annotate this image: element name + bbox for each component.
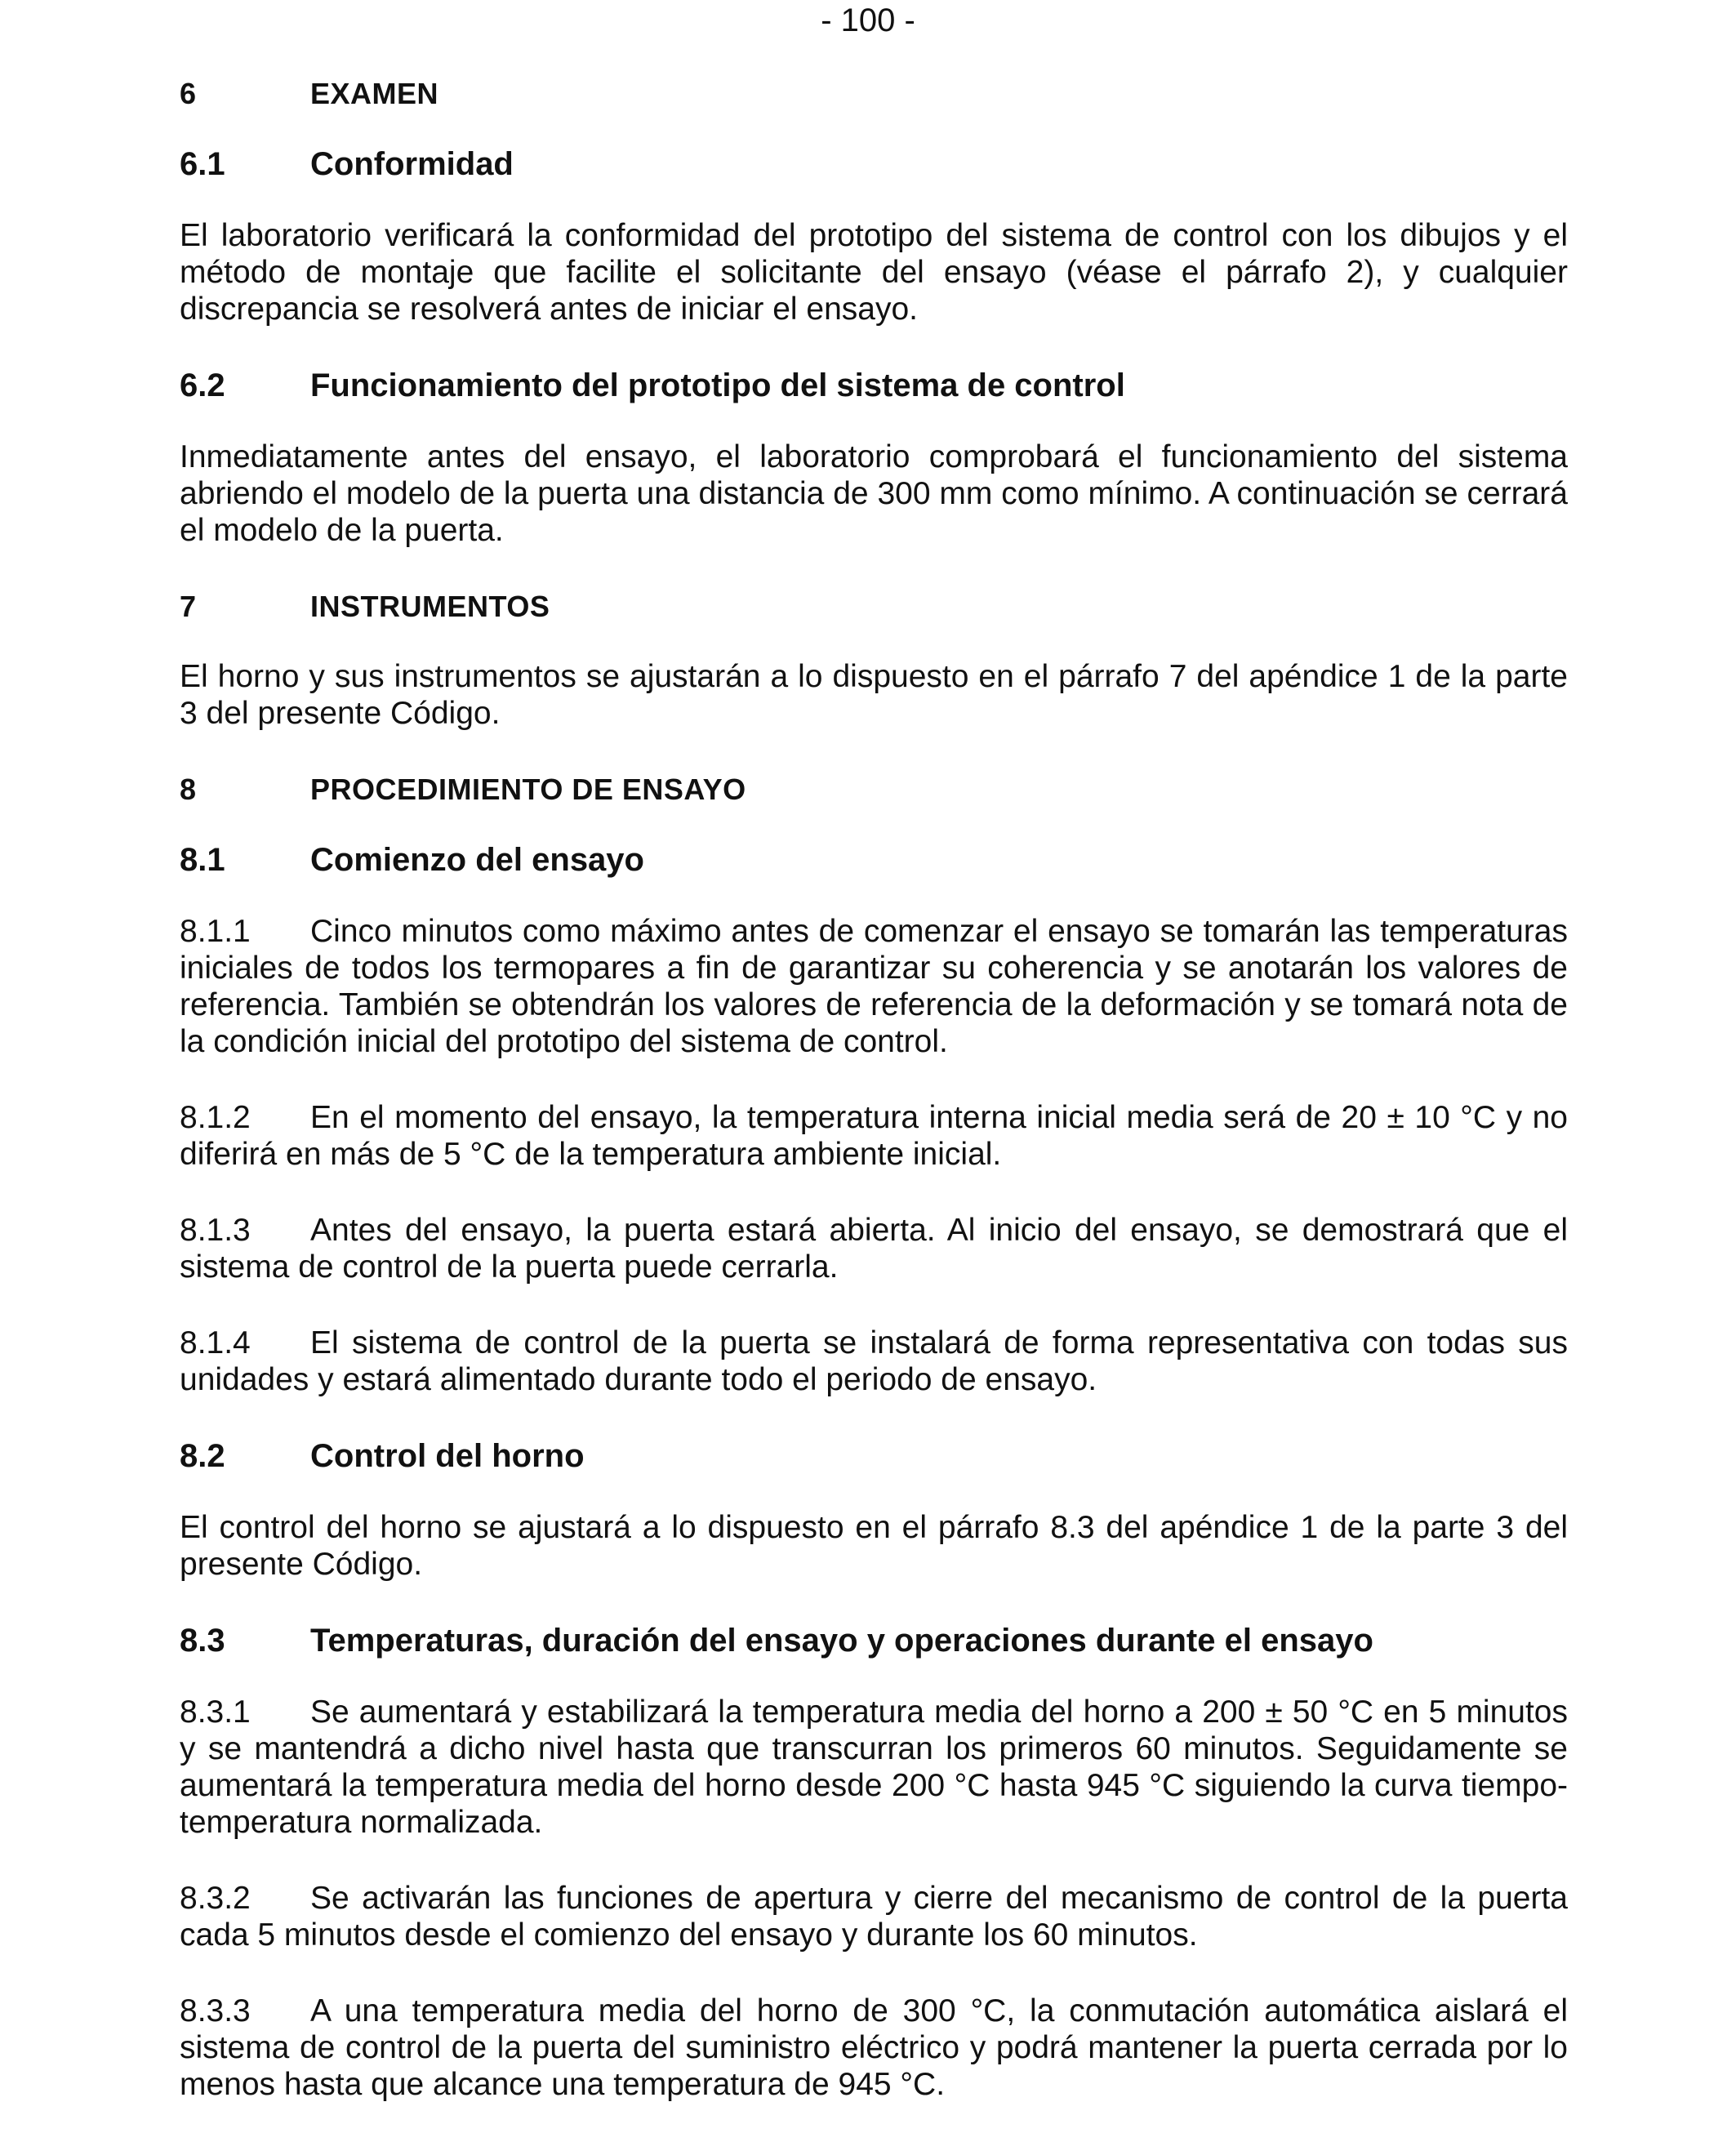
subsection-number: 8.2 (180, 1438, 225, 1474)
numbered-paragraph (180, 1880, 1568, 1953)
subsection-heading (180, 145, 1568, 183)
paragraph-text: En el momento del ensayo, la temperatura interna inicial media será de 20 ± 10 °C y no diferirá en más de 5 °C de la temperatura ambiente inicial. (180, 1100, 1568, 1172)
section-number: 6 (180, 77, 197, 110)
numbered-paragraph (180, 1993, 1568, 2103)
numbered-paragraph (180, 1212, 1568, 1285)
page-number: - 100 - (821, 2, 915, 38)
subsection-heading (180, 1437, 1568, 1475)
subsection-heading (180, 367, 1568, 404)
numbered-paragraph (180, 1694, 1568, 1841)
paragraph-number: 8.3.1 (180, 1694, 251, 1730)
paragraph-text: Cinco minutos como máximo antes de comenzar el ensayo se tomarán las temperaturas iniciales de todos los termopares a fin de garantizar su coherencia y se anotarán los valores de referencia. También se obtendrán los valores de referencia de la deformación y se tomará nota de la condición inicial del prototipo del sistema de control. (180, 914, 1568, 1059)
paragraph-text: Se activarán las funciones de apertura y cierre del mecanismo de control de la puerta cada 5 minutos desde el comienzo del ensayo y durante los 60 minutos. (180, 1881, 1568, 1953)
section-number: 8 (180, 773, 197, 806)
numbered-paragraph (180, 913, 1568, 1060)
paragraph-text: Se aumentará y estabilizará la temperatura media del horno a 200 ± 50 °C en 5 minutos y se mantendrá a dicho nivel hasta que transcurran los primeros 60 minutos. Seguidamente se aumentará la temperatura media del horno desde 200 °C hasta 945 °C siguiendo la curva tiempo-temperatura normalizada. (180, 1694, 1568, 1840)
subsection-number: 8.3 (180, 1623, 225, 1659)
paragraph-number: 8.1.3 (180, 1213, 251, 1248)
section-heading (180, 771, 1568, 808)
subsection-title: Comienzo del ensayo (310, 842, 644, 878)
paragraph-number: 8.1.2 (180, 1100, 251, 1135)
section-title: EXAMEN (310, 77, 439, 110)
paragraph-number: 8.1.1 (180, 914, 251, 949)
paragraph: El horno y sus instrumentos se ajustarán a lo dispuesto en el párrafo 7 del apéndice 1 de la parte 3 del presente Código. (180, 659, 1568, 731)
subsection-number: 6.1 (180, 146, 225, 182)
subsection-title: Conformidad (310, 146, 514, 182)
section-number: 7 (180, 590, 197, 623)
subsection-heading (180, 841, 1568, 879)
paragraph-text: El sistema de control de la puerta se instalará de forma representativa con todas sus unidades y estará alimentado durante todo el periodo de ensayo. (180, 1325, 1568, 1397)
subsection-title: Temperaturas, duración del ensayo y operaciones durante el ensayo (310, 1623, 1373, 1659)
subsection-number: 6.2 (180, 367, 225, 403)
paragraph: Inmediatamente antes del ensayo, el laboratorio comprobará el funcionamiento del sistema abriendo el modelo de la puerta una distancia de 300 mm como mínimo. A continuación se cerrará el modelo de la puerta. (180, 439, 1568, 548)
section-heading (180, 75, 1568, 113)
paragraph-text: A una temperatura media del horno de 300 °C, la conmutación automática aislará el sistema de control de la puerta del suministro eléctrico y podrá mantener la puerta cerrada por lo menos hasta que alcance una temperatura de 945 °C. (180, 1993, 1568, 2102)
subsection-heading (180, 1622, 1568, 1659)
section-title: PROCEDIMIENTO DE ENSAYO (310, 773, 746, 806)
subsection-title: Control del horno (310, 1438, 585, 1474)
numbered-paragraph (180, 1099, 1568, 1173)
paragraph: El laboratorio verificará la conformidad del prototipo del sistema de control con los dibujos y el método de montaje que facilite el solicitante del ensayo (véase el párrafo 2), y cualquier discrepancia se resolverá antes de iniciar el ensayo. (180, 218, 1568, 327)
paragraph-number: 8.1.4 (180, 1325, 251, 1360)
document-body (180, 75, 1568, 2142)
paragraph-number: 8.3.2 (180, 1881, 251, 1916)
numbered-paragraph (180, 1325, 1568, 1398)
paragraph: El control del horno se ajustará a lo dispuesto en el párrafo 8.3 del apéndice 1 de la parte 3 del presente Código. (180, 1510, 1568, 1582)
subsection-title: Funcionamiento del prototipo del sistema de control (310, 367, 1125, 403)
section-title: INSTRUMENTOS (310, 590, 550, 623)
paragraph-number: 8.3.3 (180, 1993, 251, 2028)
subsection-number: 8.1 (180, 842, 225, 878)
paragraph-text: Antes del ensayo, la puerta estará abierta. Al inicio del ensayo, se demostrará que el sistema de control de la puerta puede cerrarla. (180, 1213, 1568, 1285)
section-heading (180, 588, 1568, 626)
